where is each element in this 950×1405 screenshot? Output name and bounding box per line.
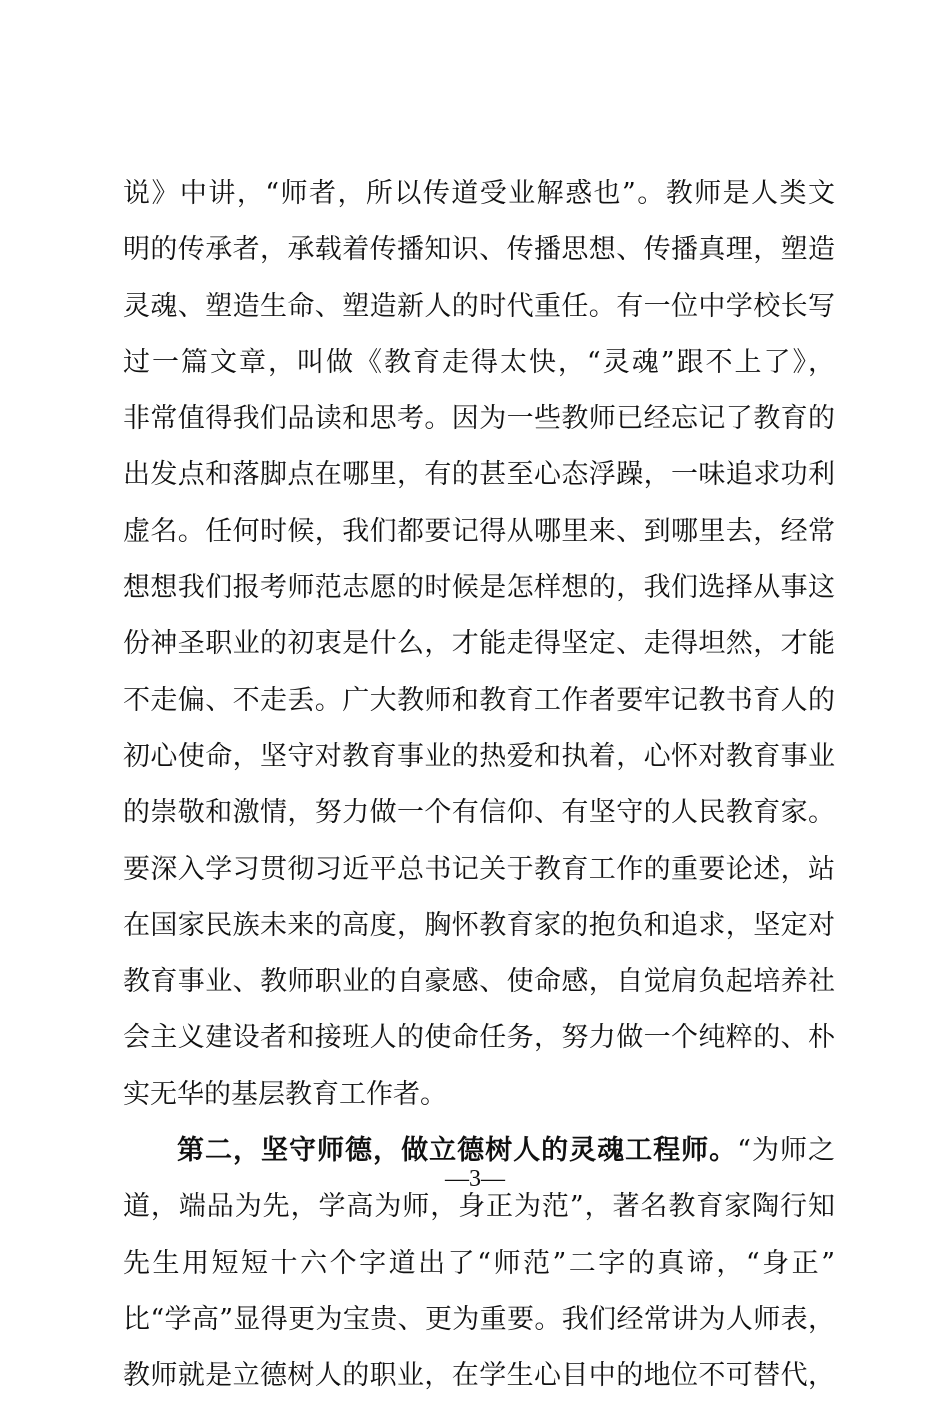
text-line: 要深入学习贯彻习近平总书记关于教育工作的重要论述，站 bbox=[123, 853, 835, 885]
text-line: 过一篇文章，叫做《教育走得太快，“灵魂”跟不上了》， bbox=[123, 346, 835, 378]
text-line: 说》中讲，“师者，所以传道受业解惑也”。教师是人类文 bbox=[123, 178, 835, 209]
text-span: “为师之 bbox=[737, 1135, 835, 1167]
text-line: 灵魂、塑造生命、塑造新人的时代重任。有一位中学校长写 bbox=[123, 290, 835, 322]
text-line: 道，端品为先，学高为师，身正为范”，著名教育家陶行知 bbox=[123, 1191, 835, 1223]
page-number: —3— bbox=[445, 1166, 505, 1192]
text-line: 教育事业、教师职业的自豪感、使命感，自觉肩负起培养社 bbox=[123, 966, 835, 998]
text-line: 比“学高”显得更为宝贵、更为重要。我们经常讲为人师表， bbox=[123, 1303, 835, 1335]
text-line: 实无华的基层教育工作者。 bbox=[123, 1078, 447, 1110]
text-line: 明的传承者，承载着传播知识、传播思想、传播真理，塑造 bbox=[123, 234, 835, 266]
section-heading: 第二，坚守师德，做立德树人的灵魂工程师。 bbox=[177, 1135, 738, 1167]
text-line: 不走偏、不走丢。广大教师和教育工作者要牢记教书育人的 bbox=[123, 684, 835, 716]
text-line: 的崇敬和激情，努力做一个有信仰、有坚守的人民教育家。 bbox=[123, 797, 835, 829]
text-line: 初心使命，坚守对教育事业的热爱和执着，心怀对教育事业 bbox=[123, 740, 835, 772]
text-line: 想想我们报考师范志愿的时候是怎样想的，我们选择从事这 bbox=[123, 572, 835, 604]
body-text bbox=[123, 166, 835, 1405]
text-line: 先生用短短十六个字道出了“师范”二字的真谛，“身正” bbox=[123, 1247, 835, 1279]
text-line: 在国家民族未来的高度，胸怀教育家的抱负和追求，坚定对 bbox=[123, 909, 835, 941]
text-line: 会主义建设者和接班人的使命任务，努力做一个纯粹的、朴 bbox=[123, 1022, 835, 1054]
text-line: 份神圣职业的初衷是什么，才能走得坚定、走得坦然，才能 bbox=[123, 628, 835, 660]
text-line: 非常值得我们品读和思考。因为一些教师已经忘记了教育的 bbox=[123, 403, 835, 435]
text-line: 虚名。任何时候，我们都要记得从哪里来、到哪里去，经常 bbox=[123, 515, 835, 547]
text-line: 教师就是立德树人的职业，在学生心目中的地位不可替代， bbox=[123, 1360, 835, 1392]
paragraph-1 bbox=[123, 166, 835, 1123]
text-line: 出发点和落脚点在哪里，有的甚至心态浮躁，一味追求功利 bbox=[123, 459, 835, 491]
